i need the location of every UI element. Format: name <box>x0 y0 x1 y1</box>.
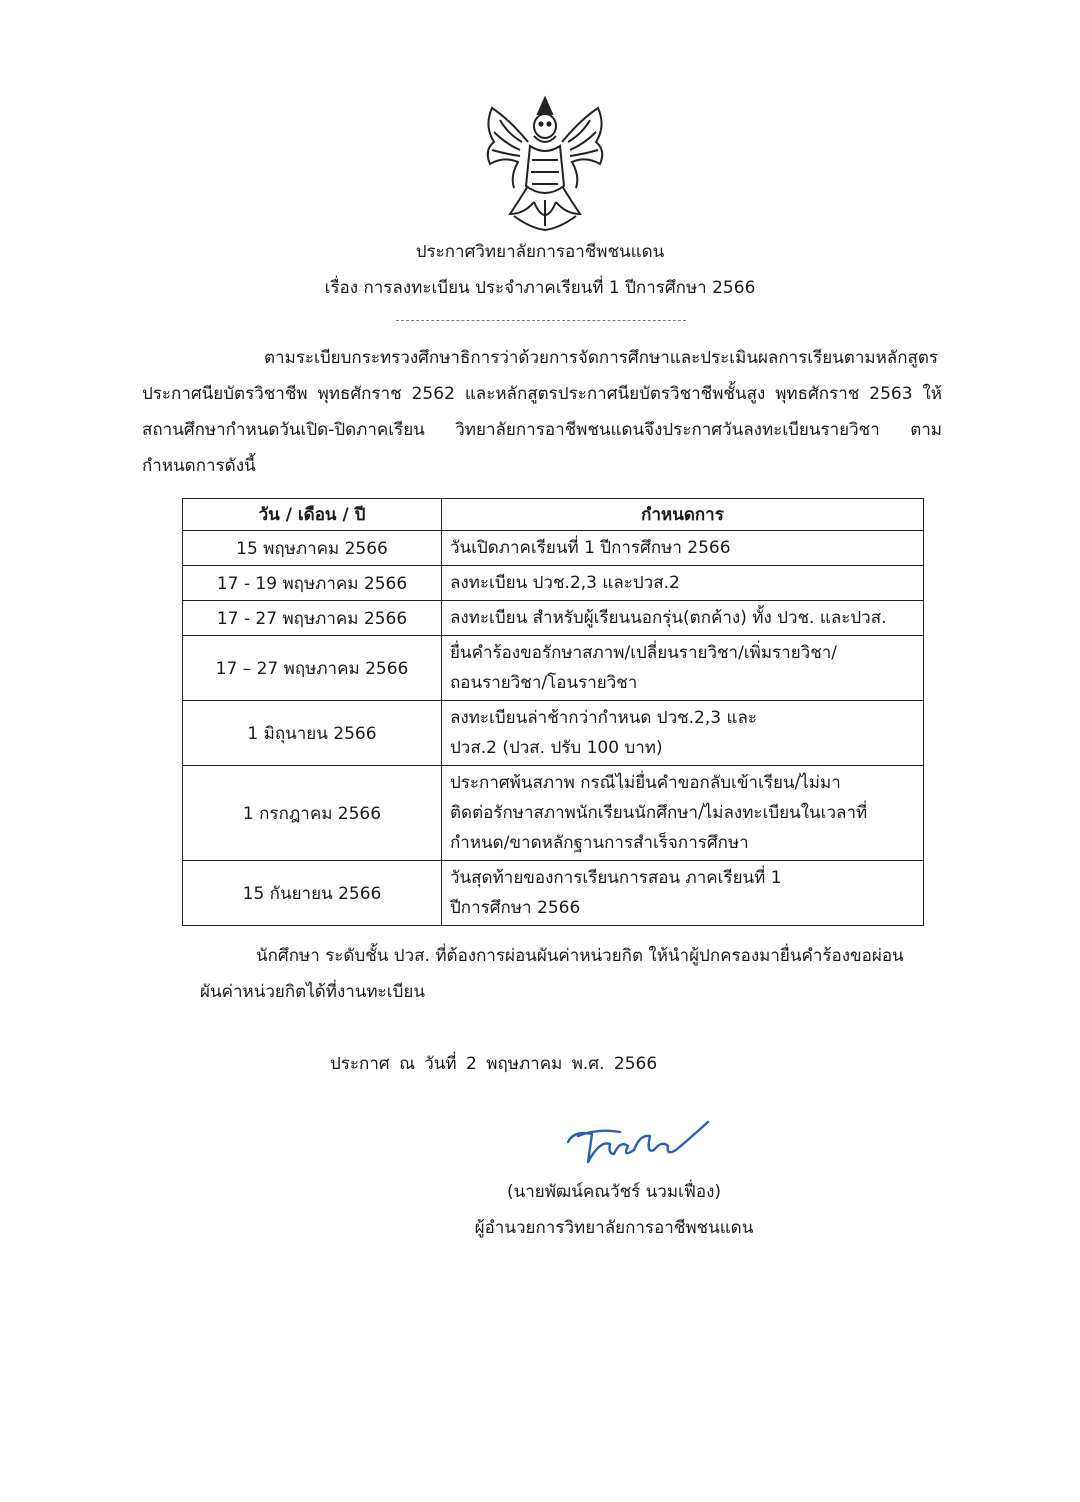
announcement-date: ประกาศ ณ วันที่ 2 พฤษภาคม พ.ศ. 2566 <box>330 1054 658 1074</box>
announcement-issuer-title: ประกาศวิทยาลัยการอาชีพชนแดน <box>415 242 665 262</box>
schedule-activity <box>442 766 924 861</box>
activity-line: ประกาศพ้นสภาพ กรณีไม่ยื่นคำขอกลับเข้าเรียน/ไม่มา <box>450 773 841 793</box>
schedule-date: 15 พฤษภาคม 2566 <box>183 531 442 566</box>
table-row <box>183 701 924 766</box>
table-row <box>183 636 924 701</box>
activity-line: ยื่นคำร้องขอรักษาสภาพ/เปลี่ยนรายวิชา/เพิ่มรายวิชา/ <box>450 643 838 663</box>
schedule-date: 15 กันยายน 2566 <box>183 861 442 926</box>
activity-line: ติดต่อรักษาสภาพนักเรียนนักศึกษา/ไม่ลงทะเบียนในเวลาที่ <box>450 803 868 823</box>
activity-line: ปวส.2 (ปวส. ปรับ 100 บาท) <box>450 738 663 758</box>
activity-line: ลงทะเบียนล่าช้ากว่ากำหนด ปวช.2,3 และ <box>450 708 758 728</box>
schedule-date: 1 มิถุนายน 2566 <box>183 701 442 766</box>
schedule-date: 17 - 19 พฤษภาคม 2566 <box>183 566 442 601</box>
table-row <box>183 861 924 926</box>
schedule-activity <box>442 861 924 926</box>
activity-line: ปีการศึกษา 2566 <box>450 898 581 918</box>
activity-line: วันสุดท้ายของการเรียนการสอน ภาคเรียนที่ 1 <box>450 868 782 888</box>
schedule-date: 17 - 27 พฤษภาคม 2566 <box>183 601 442 636</box>
signer-position: ผู้อำนวยการวิทยาลัยการอาชีพชนแดน <box>474 1218 754 1238</box>
schedule-date: 1 กรกฎาคม 2566 <box>183 766 442 861</box>
activity-line: ลงทะเบียน ปวช.2,3 และปวส.2 <box>450 573 680 593</box>
schedule-activity <box>442 566 924 601</box>
intro-paragraph: ตามระเบียบกระทรวงศึกษาธิการว่าด้วยการจัดการศึกษาและประเมินผลการเรียนตามหลักสูตรประกาศนียบัตรวิชาชีพ พุทธศักราช 2562 และหลักสูตรประกาศนียบัตรวิชาชีพชั้นสูง พุทธศักราช 2563 ให้สถานศึกษากำหนดวันเปิด-ปิดภาคเรียน วิทยาลัยการอาชีพชนแดนจึงประกาศวันลงทะเบียนรายวิชา ตามกำหนดการดังนี้ <box>142 348 942 476</box>
table-row <box>183 566 924 601</box>
table-header-row <box>183 499 924 531</box>
table-row <box>183 531 924 566</box>
schedule-activity <box>442 531 924 566</box>
table-row <box>183 766 924 861</box>
credit-deferral-note: นักศึกษา ระดับชั้น ปวส. ที่ต้องการผ่อนผันค่าหน่วยกิต ให้นำผู้ปกครองมายื่นคำร้องขอผ่อนผันค่าหน่วยกิตได้ที่งานทะเบียน <box>200 946 904 1002</box>
garuda-emblem-icon <box>470 90 620 240</box>
title-divider <box>396 320 686 321</box>
schedule-activity <box>442 701 924 766</box>
schedule-date: 17 – 27 พฤษภาคม 2566 <box>183 636 442 701</box>
schedule-activity <box>442 601 924 636</box>
column-header-date: วัน / เดือน / ปี <box>183 499 442 531</box>
schedule-activity <box>442 636 924 701</box>
activity-line: ถอนรายวิชา/โอนรายวิชา <box>450 673 638 693</box>
activity-line: กำหนด/ขาดหลักฐานการสำเร็จการศึกษา <box>450 833 749 853</box>
table-row <box>183 601 924 636</box>
signer-name: (นายพัฒน์คณวัชร์ นวมเฟื่อง) <box>506 1182 722 1202</box>
signature-icon <box>558 1110 718 1174</box>
announcement-subject: เรื่อง การลงทะเบียน ประจำภาคเรียนที่ 1 ปีการศึกษา 2566 <box>324 278 756 298</box>
activity-line: ลงทะเบียน สำหรับผู้เรียนนอกรุ่น(ตกค้าง) ทั้ง ปวช. และปวส. <box>450 608 887 628</box>
column-header-activity: กำหนดการ <box>442 499 924 531</box>
registration-schedule-table <box>182 498 924 926</box>
activity-line: วันเปิดภาคเรียนที่ 1 ปีการศึกษา 2566 <box>450 538 731 558</box>
